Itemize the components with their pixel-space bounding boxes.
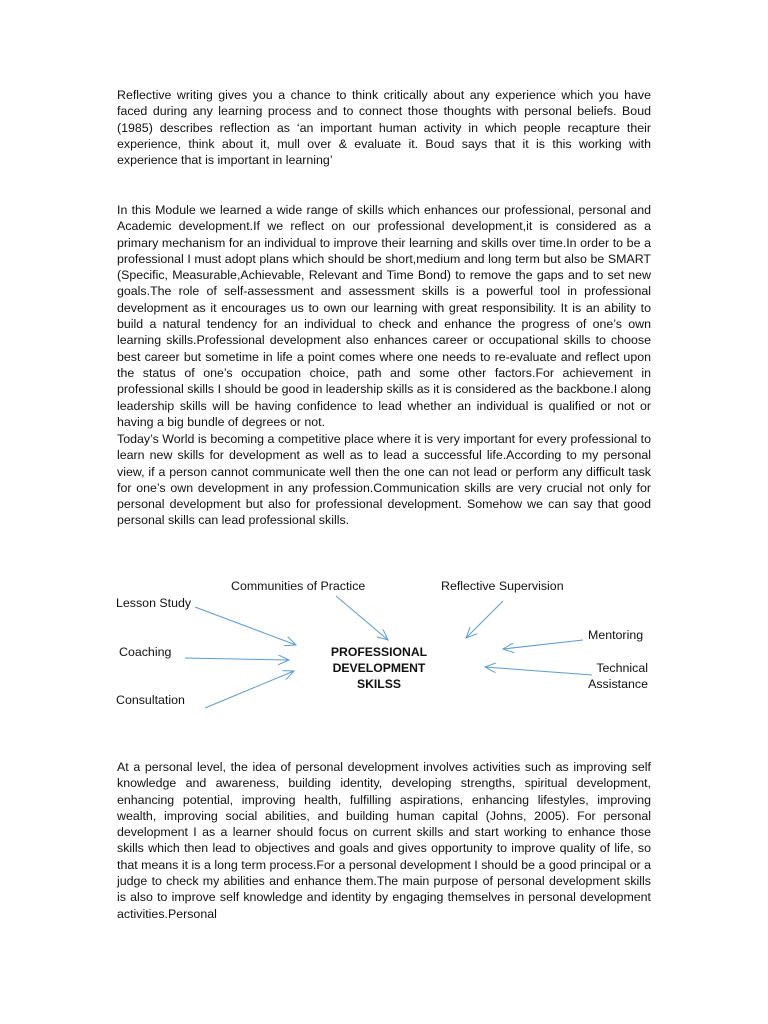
module-paragraph: In this Module we learned a wide range of skills which enhances our professional, personal and Academic development.If we reflect on our professional development,it is considered as a primary mechanism for an individual to improve their learning and skills over time.In order to be a professional I must adopt plans which should be short,medium and long term but also be SMART (Specific, Measurable,Achievable, Relevant and Time Bond) to remove the gaps and to set new goals.The role of self-assessment and assessment skills is a powerful tool in professional development as it encourages us to own our learning with great responsibility. It is an ability to build a natural tendency for an individual to check and enhance the progress of one’s own learning skills.Professional development also enhances career or occupational skills to choose best career but sometime in life a point comes where one needs to re-evaluate and reflect upon the status of one’s occupation choice, path and some other factors.For achievement in professional skills I should be good in leadership skills as it is considered as the backbone.I along leadership skills will be having confidence to lead whether an individual is qualified or not or having a big bundle of degrees or not. [117,203,651,429]
label-technical-assistance [560,660,648,692]
label-communities-of-practice: Communities of Practice [231,579,366,593]
arrow-communities [336,596,388,640]
professional-development-diagram [0,570,768,730]
center-node-line1: PROFESSIONAL DEVELOPMENT [330,645,428,675]
arrow-reflective [466,601,503,638]
personal-paragraph: At a personal level, the idea of personal development involves activities such as improving self knowledge and awareness, building identity, developing strengths, spiritual development, enhancing potential, improving health, fulfilling aspirations, enhancing lifestyles, improving wealth, improving social abilities, and building human capital (Johns, 2005). For personal development I as a learner should focus on current skills and start working to enhance those skills which then lead to objectives and goals and gives opportunity to improve quality of life, so that means it is a long term process.For a personal development I should be a good principal or a judge to check my abilities and enhance them.The main purpose of personal development skills is also to improve self knowledge and identity by engaging themselves in personal development activities.Personal [117,760,651,921]
intro-paragraph: Reflective writing gives you a chance to think critically about any experience which you have faced during any learning process and to connect those thoughts with personal beliefs. Boud (1985) describes reflection as ‘an important human activity in which people recapture their experience, think about it, mull over & evaluate it. Boud says that it is this working with experience that is important in learning’ [117,88,651,168]
arrow-lesson-study [195,607,296,645]
arrow-mentoring [503,640,583,649]
arrow-consultation [205,671,294,708]
label-technical-line1: Technical [596,661,648,675]
label-reflective-supervision: Reflective Supervision [441,579,564,593]
label-mentoring: Mentoring [588,628,644,642]
center-node-professional-development [296,644,462,692]
center-node-line2: SKILSS [356,677,402,691]
label-lesson-study: Lesson Study [116,596,192,610]
label-technical-line2: Assistance [588,677,648,691]
arrow-coaching [185,658,289,660]
world-paragraph: Today’s World is becoming a competitive place where it is very important for every professional to learn new skills for development as well as to lead a successful life.According to my personal view, if a person cannot communicate well then the one can not lead or perform any difficult task for one’s own development in any profession.Communication skills are very crucial not only for personal development but also for professional development. Somehow we can say that good personal skills can lead professional skills. [117,432,651,528]
label-coaching: Coaching [119,645,172,659]
label-consultation: Consultation [116,693,185,707]
